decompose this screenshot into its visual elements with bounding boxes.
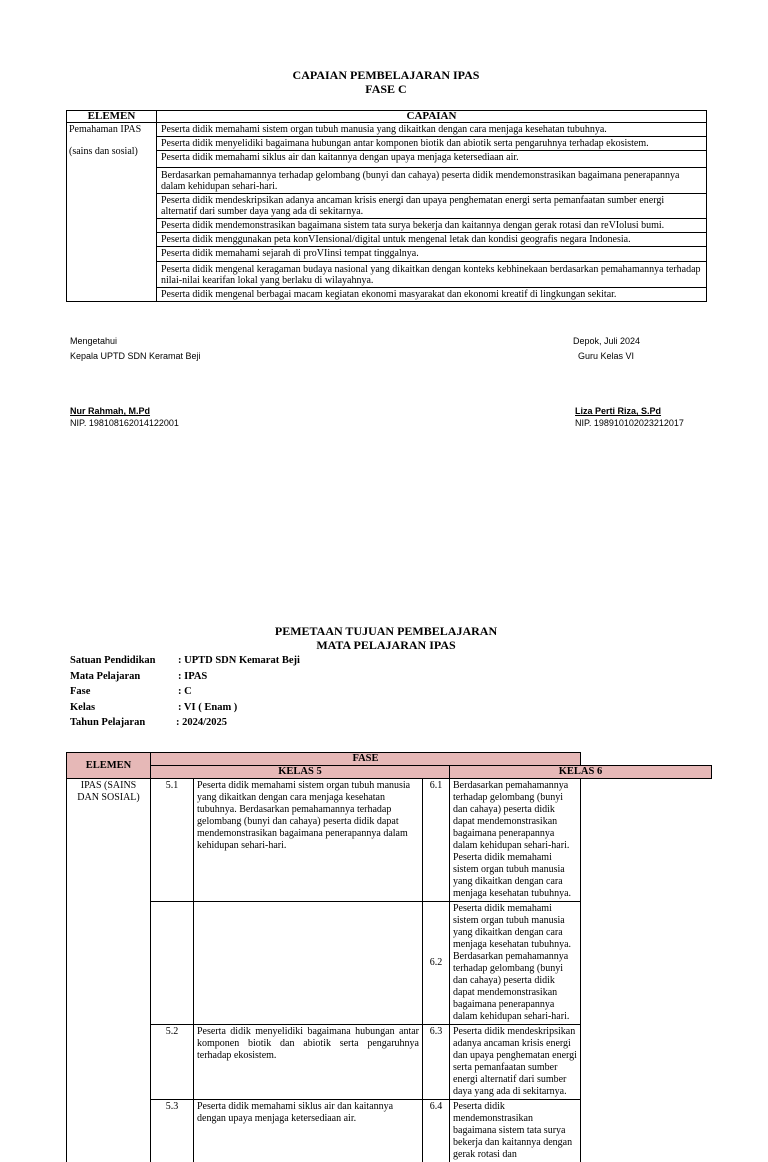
table-row <box>67 194 707 219</box>
capaian-cell: Peserta didik menyelidiki bagaimana hubungan antar komponen biotik dan abiotik serta pengaruhnya terhadap ekosistem. <box>157 137 707 151</box>
identity-label: Kelas <box>70 700 178 716</box>
table-row <box>67 779 712 902</box>
kelas6-text: Berdasarkan pemahamannya terhadap gelombang (bunyi dan cahaya) peserta didik dapat mendemonstrasikan bagaimana penerapannya dalam kehidupan sehari-hari. Peserta didik memahami sistem organ tubuh manusia yang dikaitkan dengan cara menjaga kesehatan tubuhnya. <box>450 779 581 902</box>
capaian-cell: Peserta didik mengenal keragaman budaya nasional yang dikaitkan dengan konteks kebhinekaan berdasarkan pemahamannya terhadap nilai-nilai kearifan lokal yang berlaku di wilayahnya. <box>157 262 707 288</box>
identity-label: Satuan Pendidikan <box>70 653 178 669</box>
kelas5-number <box>151 902 194 1025</box>
identity-label: Mata Pelajaran <box>70 669 178 685</box>
identity-value: : VI ( Enam ) <box>178 700 237 716</box>
identity-row <box>70 669 300 685</box>
identity-block <box>70 653 300 731</box>
element-cell <box>67 123 157 302</box>
identity-row <box>70 700 300 716</box>
kelas6-number: 6.4 <box>423 1100 450 1162</box>
page-subtitle: FASE C <box>0 82 768 96</box>
pemetaan-table <box>66 752 712 1162</box>
table-row <box>67 233 707 247</box>
page2-title: PEMETAAN TUJUAN PEMBELAJARAN <box>0 624 768 638</box>
element-name: Pemahaman IPAS <box>69 124 152 135</box>
kelas6-text: Peserta didik memahami sistem organ tubuh manusia yang dikaitkan dengan cara menjaga kesehatan tubuhnya. Berdasarkan pemahamannya terhadap gelombang (bunyi dan cahaya) peserta didik dapat mendemonstrasikan bagaimana penerapannya dalam kehidupan sehari-hari. <box>450 902 581 1025</box>
capaian-cell: Berdasarkan pemahamannya terhadap gelombang (bunyi dan cahaya) peserta didik mendemonstrasikan bagaimana penerapannya dalam kehidupan sehari-hari. <box>157 168 707 194</box>
table-header-row <box>67 766 712 779</box>
capaian-cell: Peserta didik memahami sistem organ tubuh manusia yang dikaitkan dengan cara menjaga kesehatan tubuhnya. <box>157 123 707 137</box>
signature-left-name-block <box>70 405 179 429</box>
header-elemen: ELEMEN <box>67 753 151 779</box>
table-row <box>67 137 707 151</box>
kelas6-number: 6.2 <box>423 902 450 1025</box>
capaian-cell: Peserta didik mendemonstrasikan bagaimana sistem tata surya bekerja dan kaitannya dengan gerak rotasi dan reVIolusi bumi. <box>157 219 707 233</box>
header-capaian: CAPAIAN <box>157 111 707 123</box>
table-row <box>67 1025 712 1100</box>
kelas5-text: Peserta didik memahami sistem organ tubuh manusia yang dikaitkan dengan cara menjaga kesehatan tubuhnya. Berdasarkan pemahamannya terhadap gelombang (bunyi dan cahaya) peserta didik dapat mendemonstrasikan bagaimana penerapannya dalam kehidupan sehari-hari. <box>194 779 423 902</box>
sig-right-line1: Depok, Juli 2024 <box>573 335 640 347</box>
capaian-cell: Peserta didik mengenal berbagai macam kegiatan ekonomi masyarakat dan ekonomi kreatif di lingkungan sekitar. <box>157 288 707 302</box>
table-row <box>67 247 707 262</box>
identity-value: : 2024/2025 <box>176 715 227 731</box>
sig-left-line2: Kepala UPTD SDN Keramat Beji <box>70 350 201 362</box>
page-title: CAPAIAN PEMBELAJARAN IPAS <box>0 68 768 82</box>
kelas5-text: Peserta didik menyelidiki bagaimana hubungan antar komponen biotik dan abiotik serta pengaruhnya terhadap ekosistem. <box>194 1025 423 1100</box>
identity-value: : IPAS <box>178 669 207 685</box>
header-kelas5: KELAS 5 <box>151 766 450 779</box>
identity-value: : C <box>178 684 192 700</box>
sig-right-nip: NIP. 198910102023212017 <box>575 417 684 429</box>
sig-right-name: Liza Perti Riza, S.Pd <box>575 405 684 417</box>
capaian-cell: Peserta didik mendeskripsikan adanya ancaman krisis energi dan upaya penghematan energi serta pemanfaatan sumber energi alternatif dari sumber daya yang ada di sekitarnya. <box>157 194 707 219</box>
capaian-cell: Peserta didik memahami siklus air dan kaitannya dengan upaya menjaga ketersediaan air. <box>157 151 707 168</box>
kelas6-number: 6.3 <box>423 1025 450 1100</box>
capaian-cell: Peserta didik menggunakan peta konVIensional/digital untuk mengenal letak dan kondisi geografis negara Indonesia. <box>157 233 707 247</box>
page2-subtitle: MATA PELAJARAN IPAS <box>0 638 768 652</box>
kelas6-text: Peserta didik mendemonstrasikan bagaimana sistem tata surya bekerja dan kaitannya dengan gerak rotasi dan <box>450 1100 581 1162</box>
identity-label: Fase <box>70 684 178 700</box>
kelas5-number: 5.3 <box>151 1100 194 1162</box>
capaian-cell: Peserta didik memahami sejarah di proVIinsi tempat tinggalnya. <box>157 247 707 262</box>
identity-row <box>70 715 300 731</box>
element-subtitle: (sains dan sosial) <box>69 146 152 157</box>
kelas6-number: 6.1 <box>423 779 450 902</box>
element-cell: IPAS (SAINS DAN SOSIAL) <box>67 779 151 1162</box>
header-elemen: ELEMEN <box>67 111 157 123</box>
sig-left-nip: NIP. 198108162014122001 <box>70 417 179 429</box>
signature-left-block <box>70 335 201 362</box>
identity-row <box>70 684 300 700</box>
kelas5-text <box>194 902 423 1025</box>
sig-left-line1: Mengetahui <box>70 335 201 347</box>
header-fase: FASE <box>151 753 581 766</box>
capaian-table <box>66 110 707 302</box>
kelas5-number: 5.1 <box>151 779 194 902</box>
table-row <box>67 123 707 137</box>
identity-row <box>70 653 300 669</box>
table-row <box>67 262 707 288</box>
table-row <box>67 219 707 233</box>
identity-value: : UPTD SDN Kemarat Beji <box>178 653 300 669</box>
table-row <box>67 151 707 168</box>
sig-left-name: Nur Rahmah, M.Pd <box>70 405 179 417</box>
kelas5-text: Peserta didik memahami siklus air dan kaitannya dengan upaya menjaga ketersediaan air. <box>194 1100 423 1162</box>
signature-right-block <box>573 335 640 362</box>
table-row <box>67 288 707 302</box>
table-header-row <box>67 753 712 766</box>
table-row <box>67 1100 712 1162</box>
header-kelas6: KELAS 6 <box>450 766 712 779</box>
identity-label: Tahun Pelajaran <box>70 715 176 731</box>
table-header-row <box>67 111 707 123</box>
table-row <box>67 902 712 1025</box>
sig-right-line2: Guru Kelas VI <box>573 350 640 362</box>
table-row <box>67 168 707 194</box>
kelas5-number: 5.2 <box>151 1025 194 1100</box>
signature-right-name-block <box>575 405 684 429</box>
kelas6-text: Peserta didik mendeskripsikan adanya ancaman krisis energi dan upaya penghematan energi serta pemanfaatan sumber energi alternatif dari sumber daya yang ada di sekitarnya. <box>450 1025 581 1100</box>
